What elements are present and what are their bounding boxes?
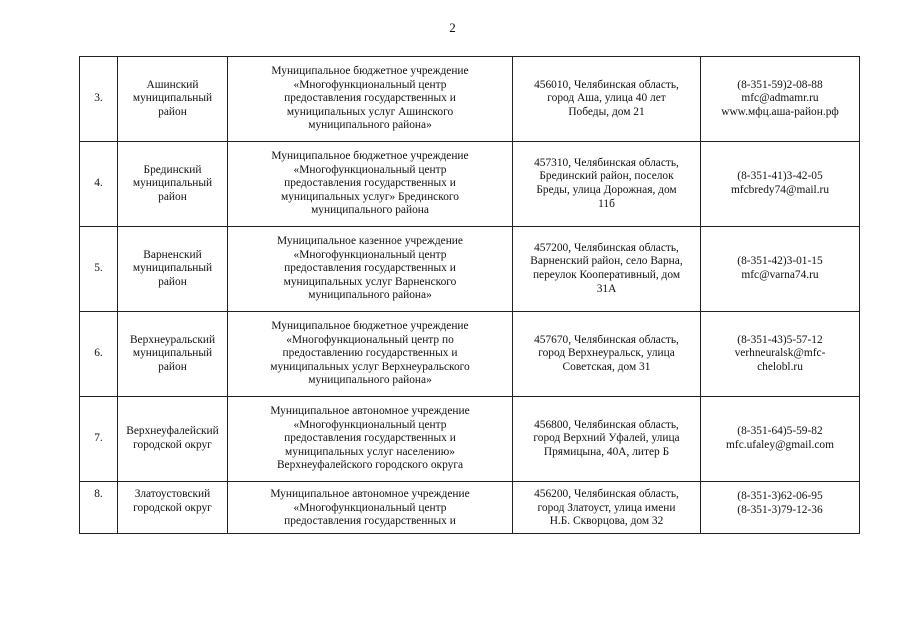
institution-line: муниципальных услуг Ашинского [286, 105, 454, 118]
district-line: Верхнеуральский [129, 333, 216, 346]
institution-line: предоставления государственных и [284, 177, 456, 190]
email-address: verhneuralsk@mfc- [734, 347, 826, 360]
address-line: город Верхний Уфалей, улица [533, 432, 680, 445]
district-line: муниципальный [132, 347, 213, 360]
institution-line: муниципального района» [308, 374, 432, 387]
institution-line: «Многофункциональный центр [293, 418, 447, 431]
district-line: Верхнеуфалейский [126, 425, 219, 438]
contacts-cell [701, 57, 860, 142]
institution-cell [228, 57, 513, 142]
address-cell [513, 312, 701, 397]
institution-cell [228, 312, 513, 397]
institution-line: предоставлению государственных и [282, 347, 458, 360]
contacts-cell [701, 482, 860, 534]
address-cell [513, 482, 701, 534]
institution-line: «Многофункциональный центр по [286, 333, 454, 346]
institution-line: «Многофункциональный центр [293, 501, 447, 514]
institution-line: Муниципальное автономное учреждение [270, 405, 470, 418]
email-address: mfc@admamr.ru [741, 92, 819, 105]
address-cell [513, 397, 701, 482]
table-row [80, 482, 860, 534]
contacts-cell [701, 312, 860, 397]
contacts-cell [701, 397, 860, 482]
institution-line: «Многофункциональный центр [293, 163, 447, 176]
address-line: город Верхнеуральск, улица [538, 347, 675, 360]
table-row [80, 142, 860, 227]
district-line: район [158, 275, 187, 288]
district-line: городской округ [133, 501, 212, 514]
institution-cell [228, 142, 513, 227]
address-line: 457670, Челябинская область, [534, 333, 679, 346]
institution-line: муниципальных услуг населению» [285, 445, 455, 458]
institution-line: муниципальных услуг» Брединского [281, 190, 459, 203]
address-line: 457310, Челябинская область, [534, 156, 679, 169]
address-line: Н.Б. Скворцова, дом 32 [549, 515, 664, 528]
address-line: город Златоуст, улица имени [537, 501, 676, 514]
district-cell [118, 397, 228, 482]
district-line: район [158, 105, 187, 118]
table-row [80, 397, 860, 482]
phone-number: (8-351-41)3-42-05 [737, 170, 823, 183]
row-number: 8. [80, 482, 118, 534]
district-line: Брединский [143, 163, 202, 176]
address-line: Советская, дом 31 [562, 360, 651, 373]
address-line: 457200, Челябинская область, [534, 241, 679, 254]
institution-cell [228, 227, 513, 312]
district-cell [118, 142, 228, 227]
district-line: Златоустовский [134, 488, 211, 500]
email-address: mfc@varna74.ru [741, 269, 819, 281]
district-line: муниципальный [132, 92, 213, 105]
district-line: район [158, 360, 187, 373]
contacts-cell [701, 142, 860, 227]
phone-number: (8-351-42)3-01-15 [737, 255, 823, 268]
institution-cell [228, 397, 513, 482]
email-address: mfcbredy74@mail.ru [730, 184, 830, 196]
table-row [80, 57, 860, 142]
district-cell [118, 482, 228, 534]
institution-cell [228, 482, 513, 534]
district-line: район [158, 190, 187, 203]
row-number: 6. [80, 312, 118, 397]
row-number: 4. [80, 142, 118, 227]
institution-line: предоставления государственных и [284, 432, 456, 445]
table-row [80, 312, 860, 397]
institution-line: муниципальных услуг Верхнеуральского [270, 360, 470, 373]
email-address: chelobl.ru [757, 360, 803, 373]
institution-line: «Многофункциональный центр [293, 248, 447, 261]
mfc-registry-table [79, 56, 860, 534]
address-line: 456800, Челябинская область, [534, 418, 679, 431]
district-line: городской округ [133, 439, 212, 451]
district-line: муниципальный [132, 262, 213, 275]
phone-number: (8-351-3)79-12-36 [737, 503, 823, 516]
phone-number: (8-351-43)5-57-12 [737, 333, 823, 346]
phone-number: (8-351-64)5-59-82 [737, 425, 823, 438]
district-line: муниципальный [132, 177, 213, 190]
district-line: Варненский [143, 248, 202, 261]
row-number: 5. [80, 227, 118, 312]
address-cell [513, 227, 701, 312]
district-cell [118, 227, 228, 312]
institution-line: муниципального района [311, 204, 429, 217]
institution-line: «Многофункциональный центр [293, 78, 447, 91]
address-line: переулок Кооперативный, дом [532, 269, 681, 281]
address-line: Брединский район, поселок [539, 170, 674, 183]
address-line: 31А [596, 282, 617, 295]
address-line: 11б [598, 197, 615, 210]
address-line: Варненский район, село Варна, [530, 255, 683, 268]
website-address: www.мфц.аша-район.рф [721, 105, 839, 118]
contacts-cell [701, 227, 860, 312]
address-line: 456200, Челябинская область, [534, 488, 679, 500]
address-line: Победы, дом 21 [568, 105, 645, 118]
institution-line: Муниципальное автономное учреждение [270, 488, 470, 500]
phone-number: (8-351-59)2-08-88 [737, 78, 823, 91]
institution-line: муниципального района» [308, 289, 432, 302]
row-number: 7. [80, 397, 118, 482]
institution-line: Муниципальное казенное учреждение [277, 235, 463, 248]
address-line: город Аша, улица 40 лет [547, 92, 666, 105]
phone-number: (8-351-3)62-06-95 [737, 490, 823, 502]
row-number: 3. [80, 57, 118, 142]
address-line: Бреды, улица Дорожная, дом [536, 184, 677, 196]
district-line: Ашинский [146, 78, 199, 91]
institution-line: Муниципальное бюджетное учреждение [271, 65, 469, 78]
institution-line: предоставления государственных и [284, 262, 456, 275]
district-cell [118, 57, 228, 142]
institution-line: Верхнеуфалейского городского округа [276, 459, 464, 472]
institution-line: предоставления государственных и [284, 515, 456, 528]
institution-line: предоставления государственных и [284, 92, 456, 105]
address-line: 456010, Челябинская область, [534, 78, 679, 91]
address-line: Прямицына, 40А, литер Б [543, 445, 670, 458]
institution-line: Муниципальное бюджетное учреждение [271, 320, 469, 333]
institution-line: муниципального района» [308, 119, 432, 132]
address-cell [513, 142, 701, 227]
email-address: mfc.ufaley@gmail.com [726, 439, 834, 451]
address-cell [513, 57, 701, 142]
page-number: 2 [449, 20, 456, 35]
institution-line: муниципальных услуг Варненского [283, 275, 457, 288]
district-cell [118, 312, 228, 397]
institution-line: Муниципальное бюджетное учреждение [271, 150, 469, 163]
table-row [80, 227, 860, 312]
